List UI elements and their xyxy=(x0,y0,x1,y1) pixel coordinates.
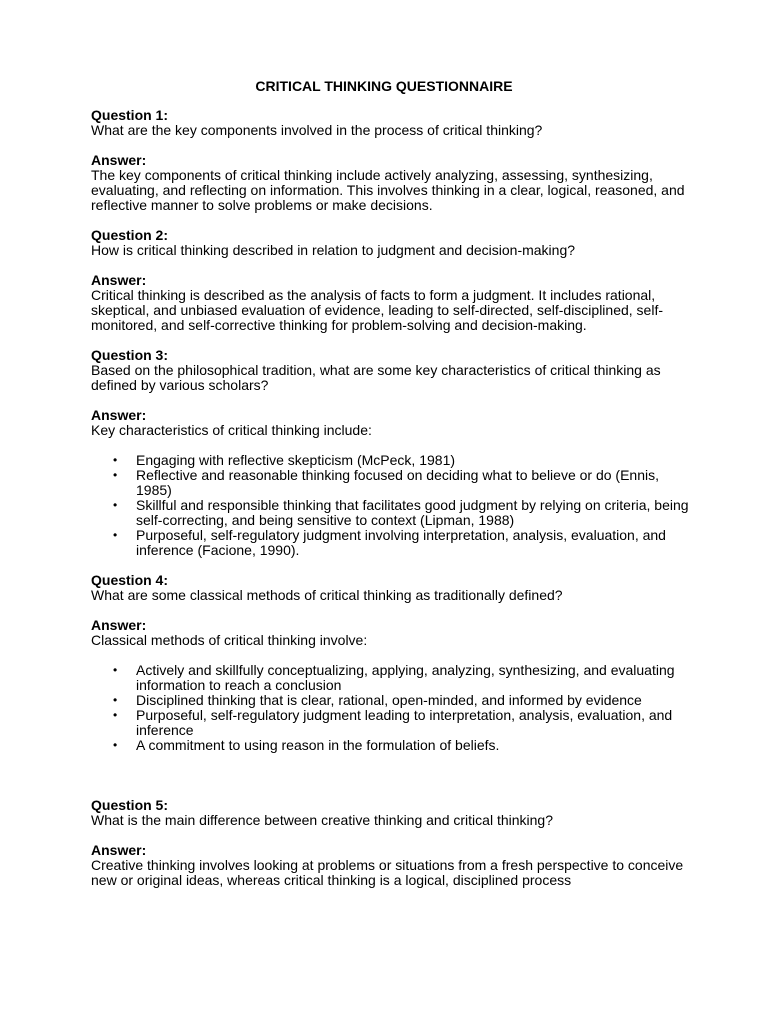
question-text: How is critical thinking described in relation to judgment and decision-making? xyxy=(91,242,576,258)
list-item xyxy=(91,468,691,498)
answer-text: The key components of critical thinking include actively analyzing, assessing, synthesizing, evaluating, and reflecting on information. This involves thinking in a clear, logical, reasoned, and reflective manner to solve problems or make decisions. xyxy=(91,167,685,213)
list-item xyxy=(91,708,691,738)
answer-label: Answer: xyxy=(91,272,147,288)
question-text: What is the main difference between creative thinking and critical thinking? xyxy=(91,812,553,828)
list-item-text: Disciplined thinking that is clear, rational, open-minded, and informed by evidence xyxy=(136,692,642,708)
question-block-4 xyxy=(91,573,691,753)
bullet-icon: • xyxy=(113,738,118,752)
list-item-text: Actively and skillfully conceptualizing, applying, analyzing, synthesizing, and evaluating information to reach a conclusion xyxy=(136,662,675,693)
answer-text: Critical thinking is described as the analysis of facts to form a judgment. It includes rational, skeptical, and unbiased evaluation of evidence, leading to self-directed, self-disciplined, self-monitored, and self-corrective thinking for problem-solving and decision-making. xyxy=(91,287,664,333)
list-item-text: Skillful and responsible thinking that facilitates good judgment by relying on criteria, being self-correcting, and being sensitive to context (Lipman, 1988) xyxy=(136,497,689,528)
answer-text: Key characteristics of critical thinking include: xyxy=(91,422,372,438)
bullet-list xyxy=(91,453,691,558)
question-block-5 xyxy=(91,798,691,888)
bullet-icon: • xyxy=(113,693,118,707)
list-item-text: Purposeful, self-regulatory judgment involving interpretation, analysis, evaluation, and inference (Facione, 1990). xyxy=(136,527,666,558)
question-block-2 xyxy=(91,228,691,333)
answer-text: Creative thinking involves looking at problems or situations from a fresh perspective to conceive new or original ideas, whereas critical thinking is a logical, disciplined process xyxy=(91,857,684,888)
list-item-text: Purposeful, self-regulatory judgment leading to interpretation, analysis, evaluation, and inference xyxy=(136,707,673,738)
bullet-icon: • xyxy=(113,498,118,512)
question-block-3 xyxy=(91,348,691,558)
list-item xyxy=(91,453,691,468)
list-item xyxy=(91,498,691,528)
bullet-icon: • xyxy=(113,708,118,722)
question-text: Based on the philosophical tradition, what are some key characteristics of critical thinking as defined by various scholars? xyxy=(91,362,661,393)
question-label: Question 2: xyxy=(91,227,169,243)
question-label: Question 5: xyxy=(91,797,169,813)
list-item-text: Engaging with reflective skepticism (McPeck, 1981) xyxy=(136,452,456,468)
list-item xyxy=(91,693,691,708)
bullet-icon: • xyxy=(113,453,118,467)
answer-label: Answer: xyxy=(91,407,147,423)
bullet-icon: • xyxy=(113,468,118,482)
list-item-text: A commitment to using reason in the formulation of beliefs. xyxy=(136,737,500,753)
question-text: What are the key components involved in the process of critical thinking? xyxy=(91,122,543,138)
list-item-text: Reflective and reasonable thinking focused on deciding what to believe or do (Ennis, 1985) xyxy=(136,467,659,498)
list-item xyxy=(91,663,691,693)
document-page xyxy=(91,79,691,888)
answer-label: Answer: xyxy=(91,152,147,168)
answer-text: Classical methods of critical thinking involve: xyxy=(91,632,368,648)
question-text: What are some classical methods of critical thinking as traditionally defined? xyxy=(91,587,563,603)
answer-label: Answer: xyxy=(91,617,147,633)
question-label: Question 1: xyxy=(91,107,169,123)
question-label: Question 4: xyxy=(91,572,169,588)
document-title: CRITICAL THINKING QUESTIONNAIRE xyxy=(255,78,513,94)
list-item xyxy=(91,528,691,558)
list-item xyxy=(91,738,691,753)
answer-label: Answer: xyxy=(91,842,147,858)
bullet-list xyxy=(91,663,691,753)
bullet-icon: • xyxy=(113,528,118,542)
bullet-icon: • xyxy=(113,663,118,677)
question-block-1 xyxy=(91,108,691,213)
question-label: Question 3: xyxy=(91,347,169,363)
